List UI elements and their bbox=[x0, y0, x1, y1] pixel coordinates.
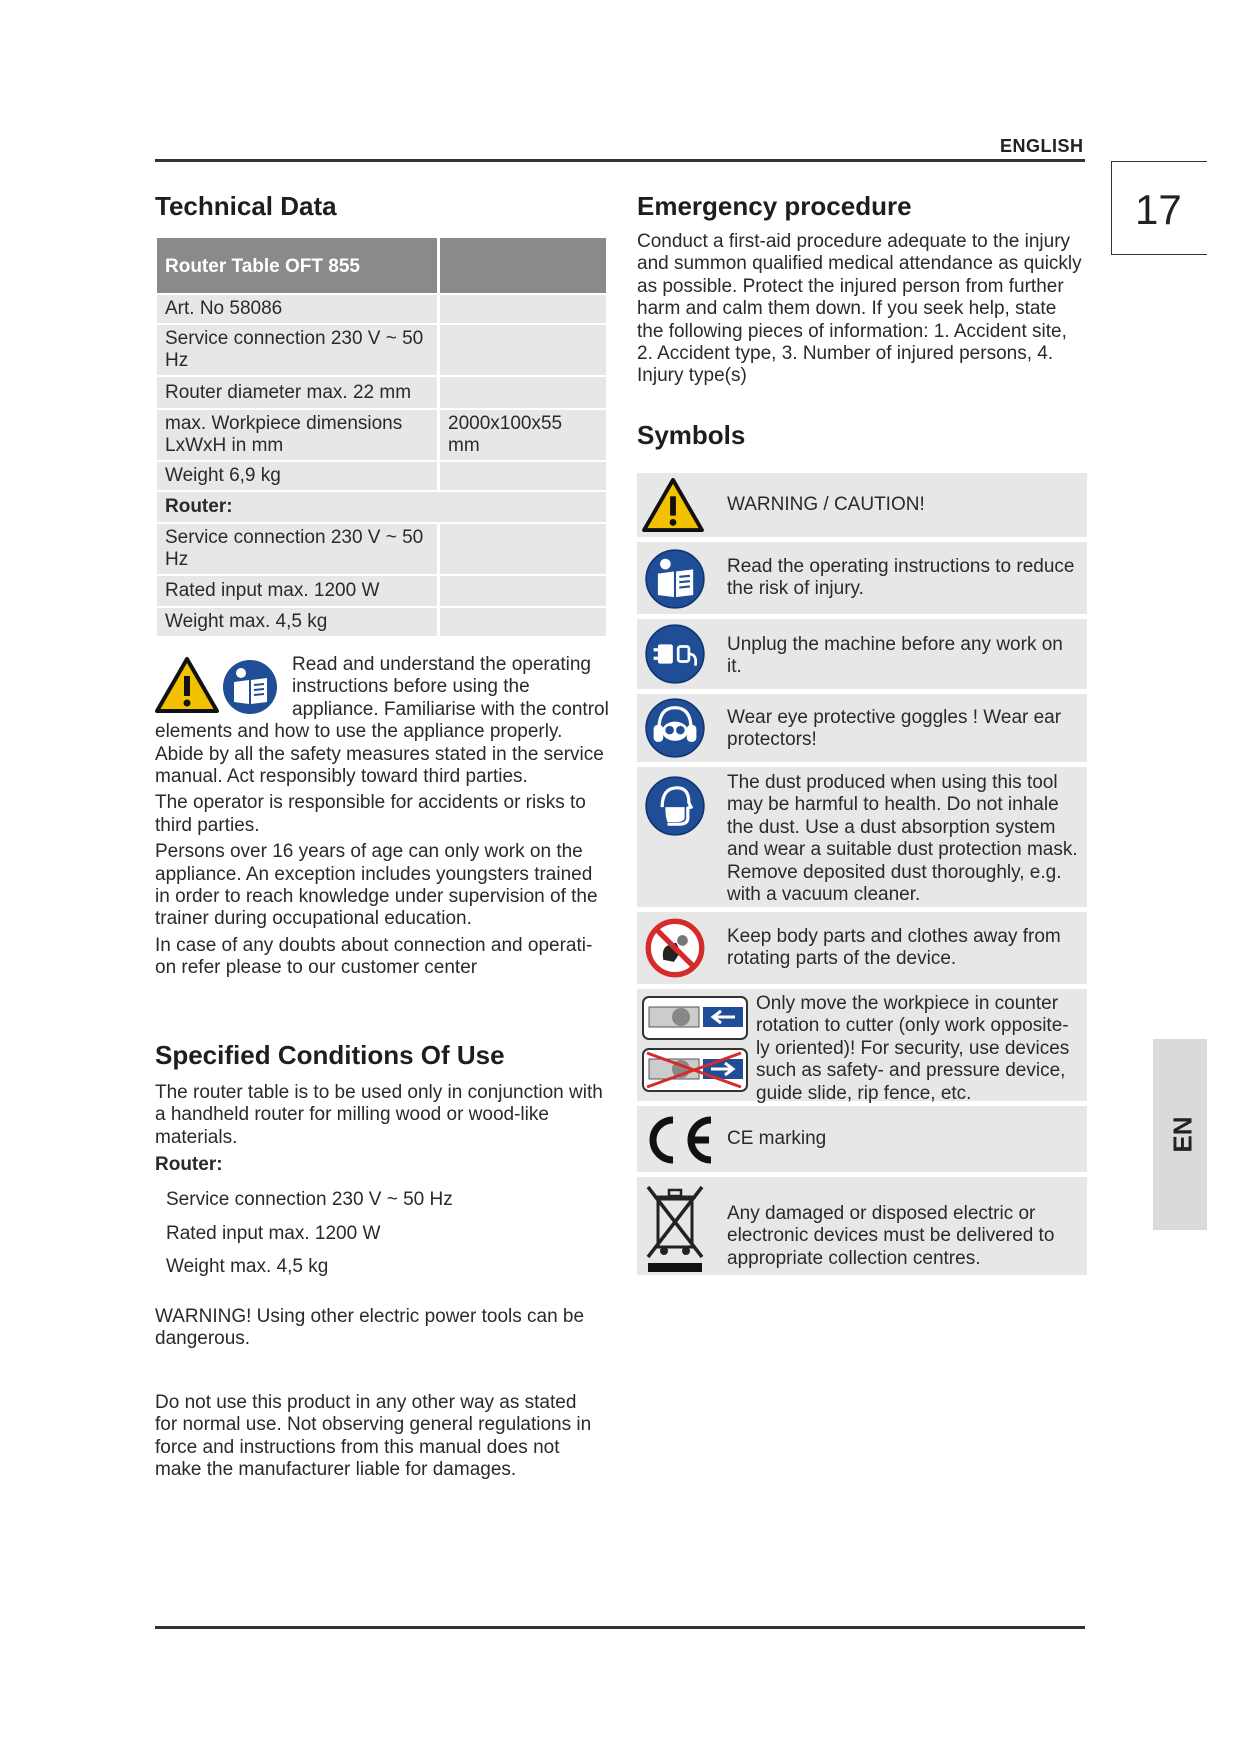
spec-item: Weight max. 4,5 kg bbox=[166, 1256, 329, 1277]
table-row-value: 2000x100x55 mm bbox=[437, 410, 606, 462]
goggles-ear-protection-icon bbox=[644, 697, 706, 764]
router-label: Router: bbox=[155, 1154, 223, 1175]
symbol-text: Any damaged or disposed electric or electronic devices must be delivered to appropriate collection centres. bbox=[727, 1203, 1055, 1269]
table-row-label: Service connection 230 V ~ 50 Hz bbox=[157, 325, 437, 377]
bottom-divider bbox=[155, 1626, 1085, 1629]
specified-conditions-title: Specified Conditions Of Use bbox=[155, 1040, 505, 1070]
safety-notice-paragraph-2: The operator is responsible for accidents or risks to third parties. bbox=[155, 792, 586, 836]
top-divider bbox=[155, 159, 1085, 162]
table-row-value bbox=[437, 325, 606, 377]
symbol-text: Read the operating instructions to reduce the risk of injury. bbox=[727, 556, 1075, 600]
safety-notice-paragraph-1: Read and understand the operating instructions before using the appliance. Familiarise with the control elements and how to use the appliance properly. Abide by all the safety measures stated in the service manual. Act responsibly toward third parties. bbox=[155, 654, 609, 788]
no-hands-rotating-parts-icon bbox=[644, 917, 706, 984]
table-row-label: Weight max. 4,5 kg bbox=[157, 608, 437, 638]
ce-mark-icon bbox=[643, 1114, 717, 1171]
table-row-value bbox=[437, 295, 606, 325]
symbol-text: The dust produced when using this tool may be harmful to health. Do not inhale the dust. Use a dust absorption system and wear a suitable dust protection mask. Remove deposited dust thoroughly, e.g. with a vacuum cleaner. bbox=[727, 772, 1078, 906]
symbol-text: WARNING / CAUTION! bbox=[727, 494, 925, 515]
table-header-empty bbox=[437, 238, 606, 295]
symbol-text: Keep body parts and clothes away from rotating parts of the device. bbox=[727, 926, 1061, 970]
unplug-icon bbox=[644, 623, 706, 690]
symbol-row-read-manual bbox=[637, 542, 1087, 614]
table-row-label: Rated input max. 1200 W bbox=[157, 576, 437, 608]
dust-mask-icon bbox=[644, 775, 706, 842]
icon-spacer bbox=[155, 654, 292, 720]
table-row-label: Art. No 58086 bbox=[157, 295, 437, 325]
page-number: 17 bbox=[1135, 186, 1182, 233]
symbol-text: Only move the workpiece in counter rotation to cutter (only work opposite-ly oriented)! For security, use devices such as safety- and pressure device, guide slide, rip fence, etc. bbox=[756, 993, 1070, 1104]
weee-bin-icon bbox=[644, 1181, 706, 1278]
safety-notice-paragraph-3: Persons over 16 years of age can only work on the appliance. An exception includes youngsters trained in order to reach knowledge under supervision of the trainer during occupational education. bbox=[155, 841, 598, 930]
table-row-value bbox=[437, 524, 606, 576]
power-tools-warning: WARNING! Using other electric power tools can be dangerous. bbox=[155, 1306, 585, 1350]
feed-direction-icon bbox=[641, 993, 749, 1102]
language-side-tab bbox=[1153, 1039, 1207, 1230]
emergency-title: Emergency procedure bbox=[637, 191, 912, 221]
table-row-label: Router diameter max. 22 mm bbox=[157, 377, 437, 410]
symbol-row-weee bbox=[637, 1177, 1087, 1275]
router-subheader: Router: bbox=[157, 492, 606, 524]
spec-item: Rated input max. 1200 W bbox=[166, 1223, 381, 1244]
symbol-row-unplug bbox=[637, 619, 1087, 689]
symbol-text: CE marking bbox=[727, 1128, 827, 1149]
emergency-text: Conduct a first-aid procedure adequate to the injury and summon qualified medical attendance as quickly as possible. Protect the injured person from further harm and calm them down. If you seek help, state the following pieces of information: 1. Accident site, 2. Accident type, 3. Number of injured persons, 4. Injury type(s) bbox=[637, 231, 1082, 387]
warning-triangle-icon bbox=[641, 477, 705, 538]
table-row-value bbox=[437, 576, 606, 608]
read-manual-icon bbox=[644, 548, 706, 615]
table-header-cell: Router Table OFT 855 bbox=[157, 238, 437, 295]
symbol-text: Wear eye protective goggles ! Wear ear protectors! bbox=[727, 707, 1062, 751]
technical-data-table bbox=[157, 238, 606, 638]
symbol-row-rotating-parts bbox=[637, 912, 1087, 984]
symbol-row-protection bbox=[637, 694, 1087, 762]
language-tab-label: EN bbox=[1167, 1116, 1198, 1153]
language-label: ENGLISH bbox=[1000, 136, 1084, 156]
table-row-label: Weight 6,9 kg bbox=[157, 462, 437, 492]
symbol-row-ce bbox=[637, 1106, 1087, 1172]
symbol-row-dust bbox=[637, 767, 1087, 907]
table-row-value bbox=[437, 462, 606, 492]
symbol-row-feed-direction bbox=[637, 989, 1087, 1104]
symbols-title: Symbols bbox=[637, 420, 746, 450]
symbol-row-warning bbox=[637, 473, 1087, 537]
table-row-value bbox=[437, 608, 606, 638]
table-row-label: max. Workpiece dimensions LxWxH in mm bbox=[157, 410, 437, 462]
specified-conditions-intro: The router table is to be used only in conjunction with a handheld router for milling wood or wood-like materials. bbox=[155, 1082, 603, 1148]
safety-notice-block bbox=[155, 654, 610, 980]
technical-data-title: Technical Data bbox=[155, 191, 337, 221]
liability-disclaimer: Do not use this product in any other way as stated for normal use. Not observing general regulations in force and instructions from this manual does not make the manufacturer liable for damages. bbox=[155, 1392, 592, 1481]
table-row-value bbox=[437, 377, 606, 410]
spec-item: Service connection 230 V ~ 50 Hz bbox=[166, 1189, 453, 1210]
symbol-text: Unplug the machine before any work on it. bbox=[727, 634, 1063, 678]
safety-notice-paragraph-4: In case of any doubts about connection and operati-on refer please to our customer center bbox=[155, 934, 593, 979]
table-row-label: Service connection 230 V ~ 50 Hz bbox=[157, 524, 437, 576]
